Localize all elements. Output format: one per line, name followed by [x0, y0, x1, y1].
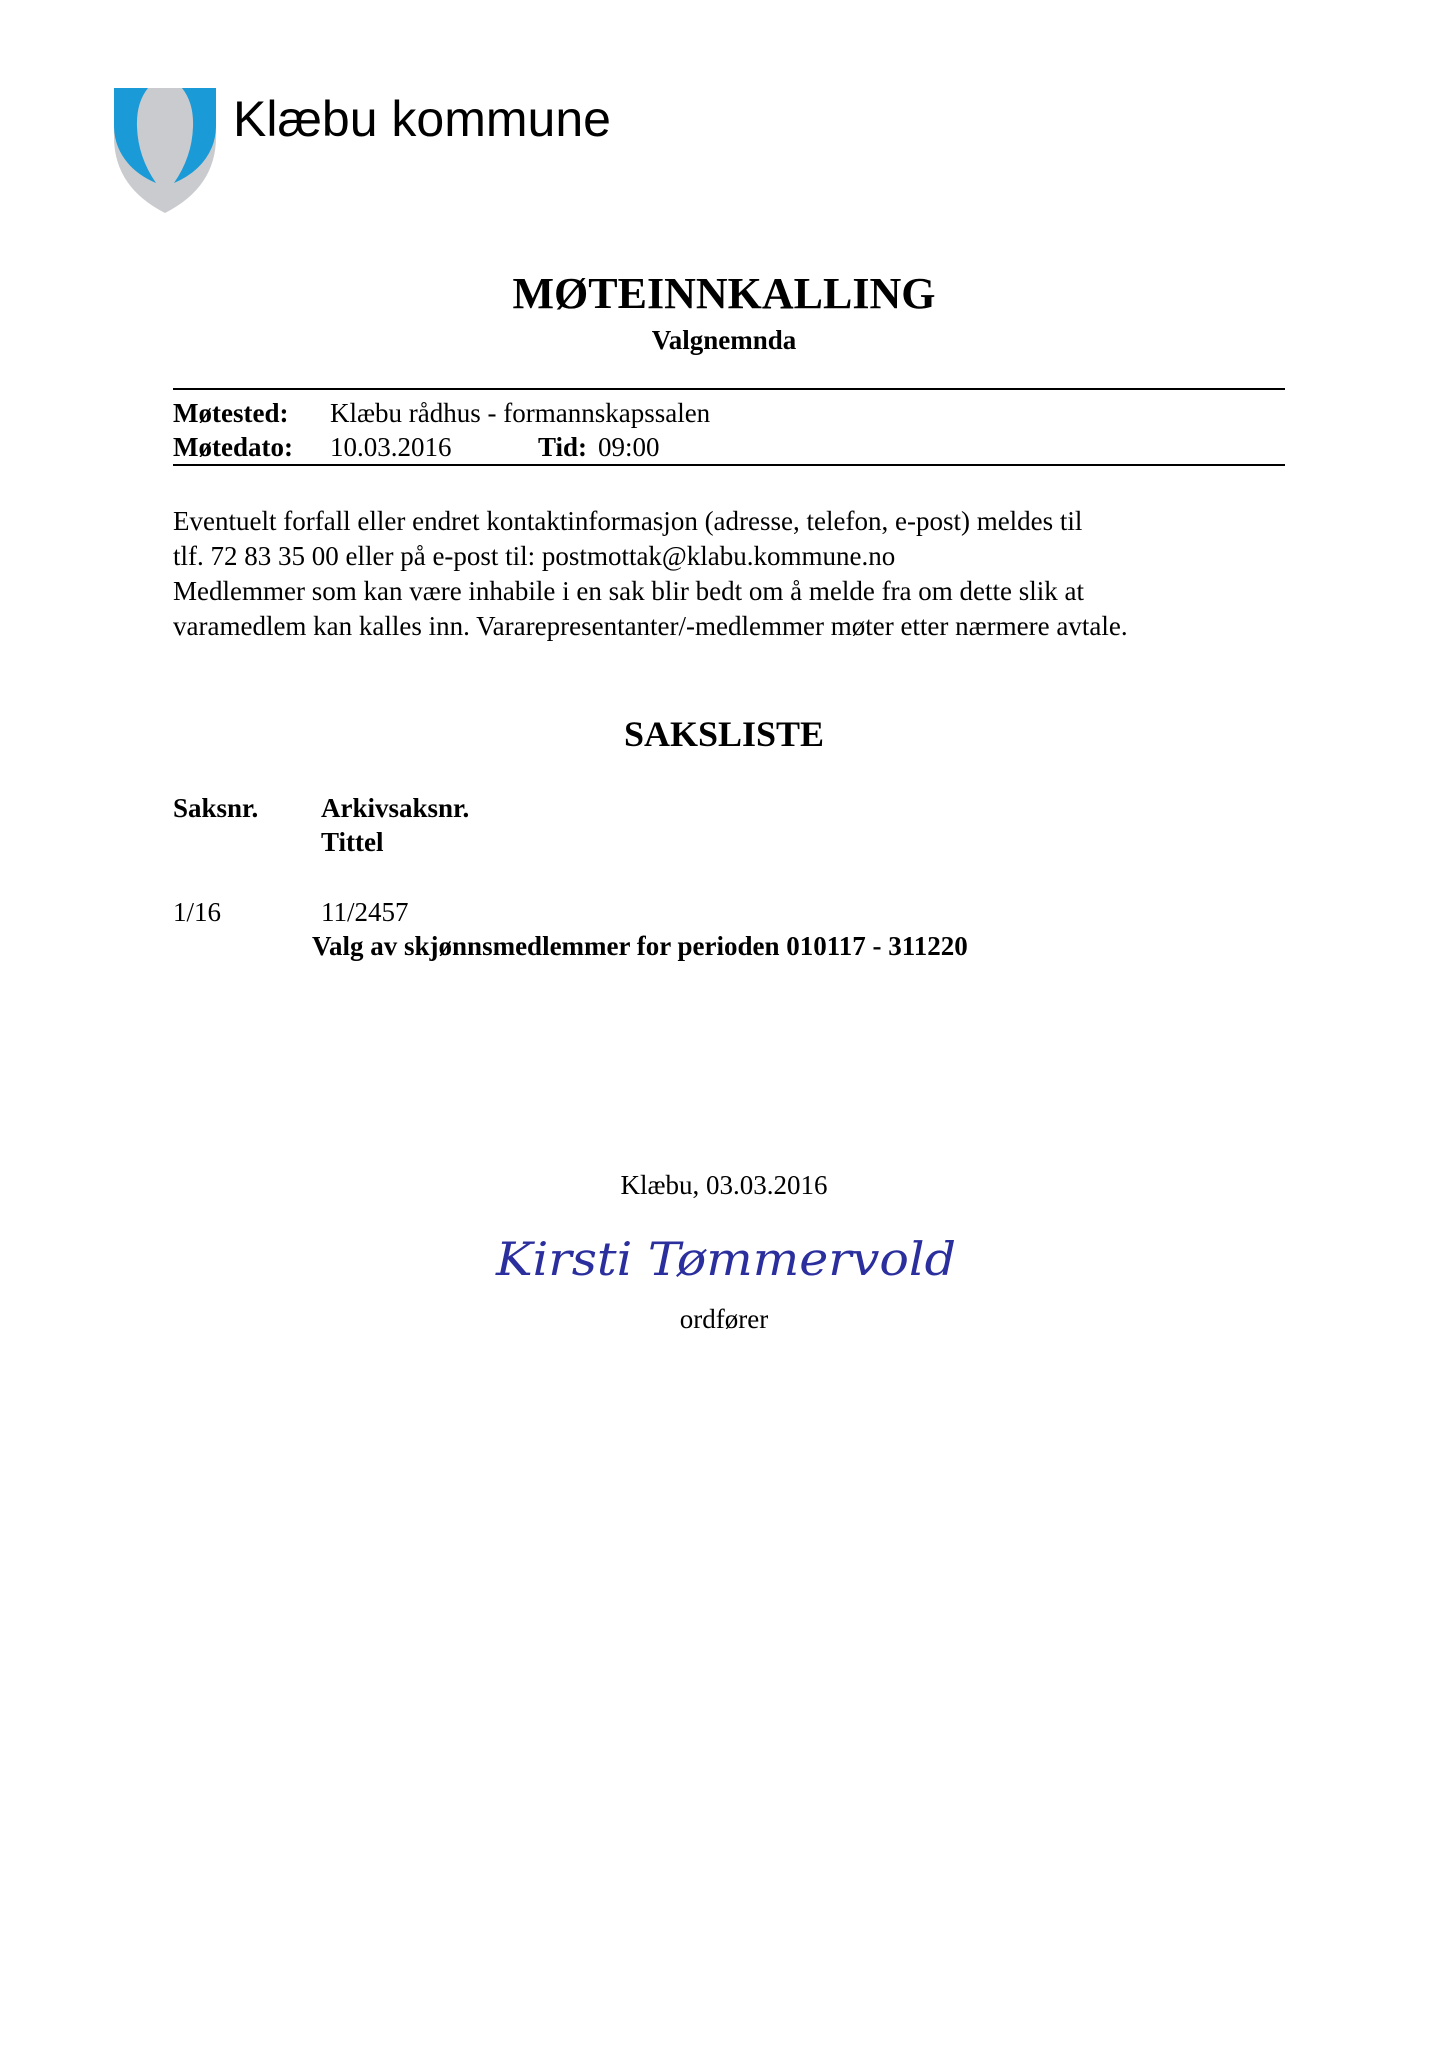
agenda-item-title: Valg av skjønnsmedlemmer for perioden 010117 - 311220 — [312, 931, 968, 961]
column-header-archive-no: Arkivsaksnr. — [321, 793, 470, 823]
notice-line: Eventuelt forfall eller endret kontaktinformasjon (adresse, telefon, e-post) meldes til — [173, 506, 1083, 536]
notice-line: Medlemmer som kan være inhabile i en sak blir bedt om å melde fra om dette slik at — [173, 576, 1084, 606]
handwritten-signature — [492, 1225, 962, 1295]
agenda-item-case-no: 1/16 — [173, 897, 222, 927]
notice-line: tlf. 72 83 35 00 eller på e-post til: postmottak@klabu.kommune.no — [173, 541, 896, 571]
meeting-date-value: 10.03.2016 — [330, 432, 452, 462]
column-header-case-no: Saksnr. — [173, 793, 259, 823]
municipality-coat-of-arms-logo — [110, 85, 220, 215]
divider-bottom — [173, 464, 1285, 466]
organization-name: Klæbu kommune — [233, 91, 611, 147]
meeting-place-value: Klæbu rådhus - formannskapssalen — [330, 398, 711, 428]
divider-top — [173, 388, 1285, 390]
meeting-date-label: Møtedato: — [173, 432, 293, 462]
meeting-time-value: 09:00 — [598, 432, 660, 462]
meeting-time-label: Tid: — [538, 432, 588, 462]
meeting-place-label: Møtested: — [173, 398, 289, 428]
notice-paragraph — [173, 504, 1313, 644]
column-header-title: Tittel — [321, 827, 384, 857]
notice-line: varamedlem kan kalles inn. Vararepresentanter/-medlemmer møter etter nærmere avtale. — [173, 611, 1128, 641]
agenda-title: SAKSLISTE — [623, 714, 825, 754]
committee-name: Valgnemnda — [651, 325, 797, 355]
place-and-date: Klæbu, 03.03.2016 — [620, 1170, 828, 1200]
signatory-role: ordfører — [679, 1304, 769, 1334]
coat-of-arms-icon — [110, 85, 220, 215]
document-title: MØTEINNKALLING — [512, 269, 936, 318]
svg-text:Kirsti Tømmervold: Kirsti Tømmervold — [494, 1232, 956, 1286]
agenda-item-archive-no: 11/2457 — [321, 897, 409, 927]
